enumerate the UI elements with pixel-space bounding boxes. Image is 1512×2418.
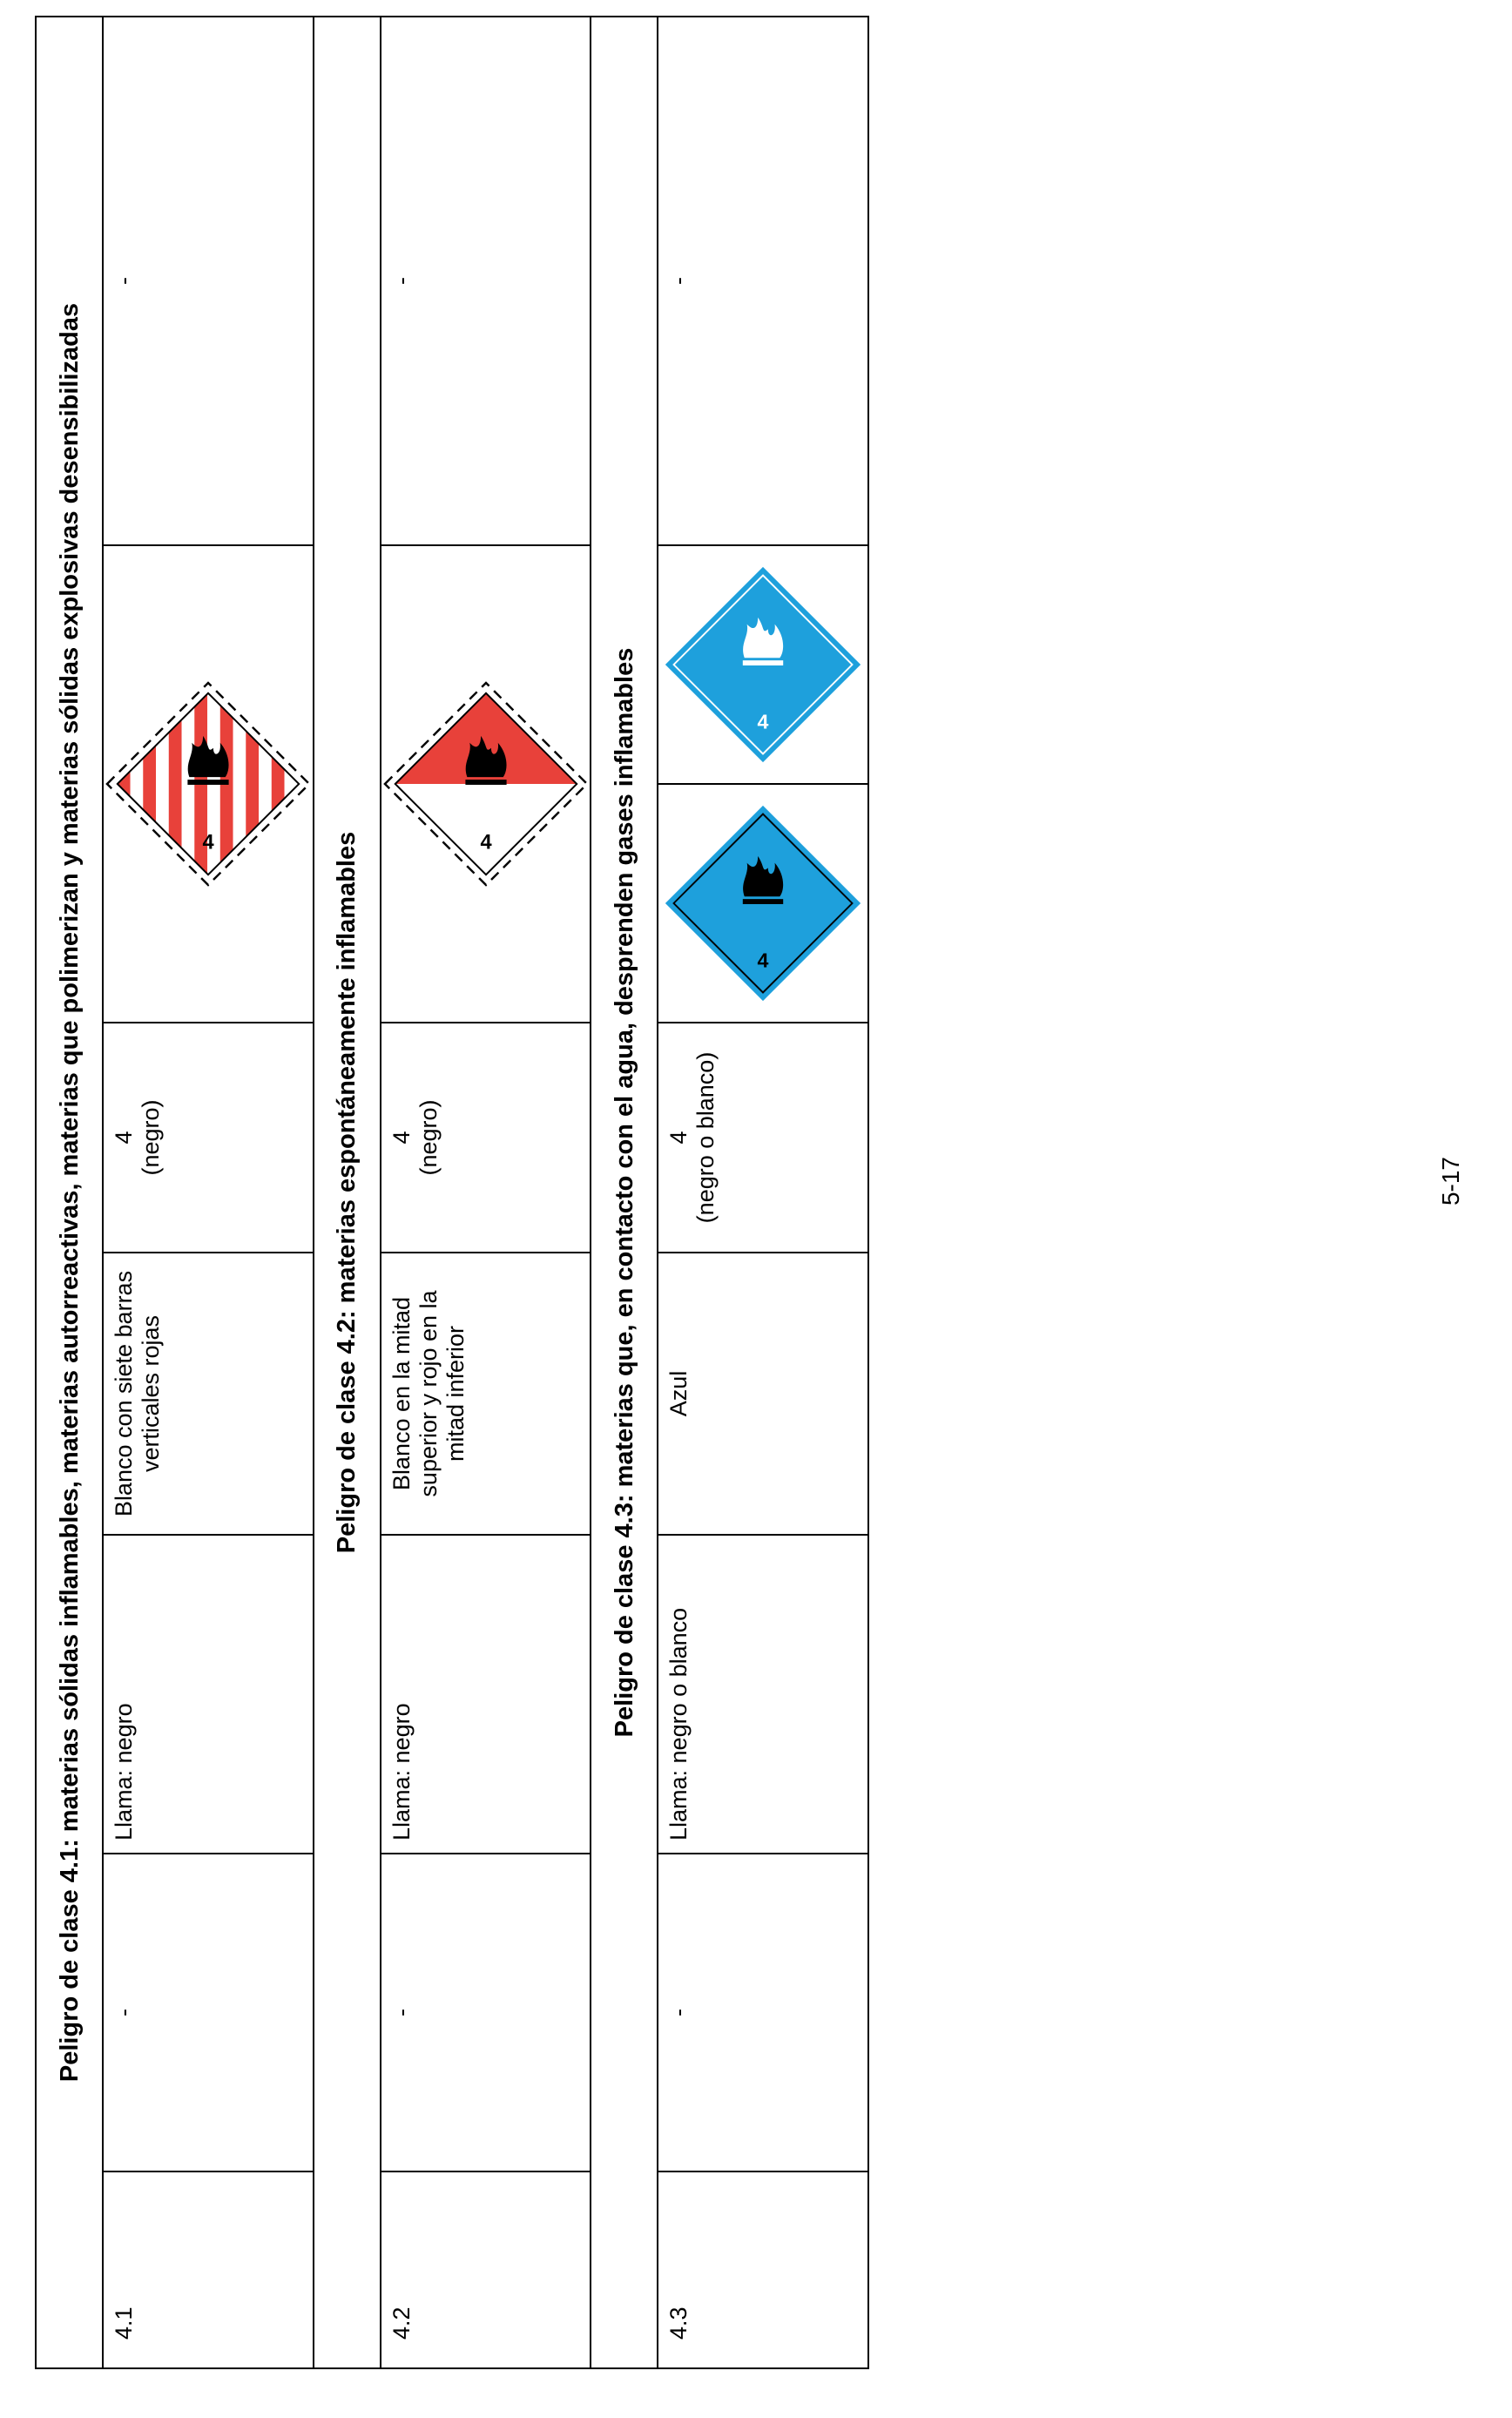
figure-cell — [381, 1023, 591, 1253]
table-row — [103, 17, 314, 2368]
symbol-cell: Llama: negro — [381, 1535, 591, 1854]
label-digit: 4 — [202, 831, 214, 854]
figure-color: (negro) — [138, 1099, 165, 1176]
section-header: Peligro de clase 4.2: materias espontáneamente inflamables — [314, 17, 381, 2368]
symbol-cell: Llama: negro — [103, 1535, 314, 1854]
background-cell: Blanco con siete barras verticales rojas — [103, 1253, 314, 1535]
label-black-variant — [658, 785, 867, 1022]
table-row — [658, 17, 868, 2368]
dash-cell: - — [381, 1854, 591, 2171]
class-number: 4.3 — [658, 2171, 868, 2368]
section-header-row — [591, 17, 658, 2368]
section-header: Peligro de clase 4.1: materias sólidas inflamables, materias autorreactivas, materias que polimerizan y materias sólidas explosivas desensibilizadas — [36, 17, 103, 2368]
label-pair — [658, 546, 867, 1022]
class-number: 4.1 — [103, 2171, 314, 2368]
section-header-row — [314, 17, 381, 2368]
figure-number: 4 — [111, 1131, 138, 1145]
figure-cell — [658, 1023, 868, 1253]
class-4-3-white-label-icon — [662, 564, 864, 766]
label-table — [35, 16, 869, 2369]
dash-cell: - — [658, 1854, 868, 2171]
label-image-cell — [103, 545, 314, 1023]
dash-cell: - — [658, 17, 868, 545]
figure-number: 4 — [665, 1131, 692, 1145]
symbol-cell: Llama: negro o blanco — [658, 1535, 868, 1854]
class-4-3-black-label-icon — [662, 802, 864, 1004]
label-white-variant — [658, 546, 867, 785]
class-number: 4.2 — [381, 2171, 591, 2368]
page-number: 5-17 — [1437, 1156, 1464, 1206]
figure-color: (negro) — [415, 1099, 442, 1176]
figure-color: (negro o blanco) — [692, 1051, 719, 1224]
figure-number: 4 — [388, 1131, 415, 1145]
label-digit: 4 — [479, 831, 492, 854]
background-cell: Azul — [658, 1253, 868, 1535]
rotated-table — [35, 17, 869, 2369]
section-header: Peligro de clase 4.3: materias que, en contacto con el agua, desprenden gases inflamables — [591, 17, 658, 2368]
table-row — [381, 17, 591, 2368]
figure-cell — [103, 1023, 314, 1253]
section-header-row — [36, 17, 103, 2368]
label-digit: 4 — [757, 949, 769, 972]
label-image-cell — [381, 545, 591, 1023]
dash-cell: - — [381, 17, 591, 545]
label-digit: 4 — [757, 710, 769, 733]
background-cell: Blanco en la mitad superior y rojo en la mitad inferior — [381, 1253, 591, 1535]
dash-cell: - — [103, 17, 314, 545]
class-4-2-label-icon — [383, 681, 589, 887]
label-image-cell — [658, 545, 868, 1023]
dash-cell: - — [103, 1854, 314, 2171]
class-4-1-label-icon — [105, 681, 311, 887]
